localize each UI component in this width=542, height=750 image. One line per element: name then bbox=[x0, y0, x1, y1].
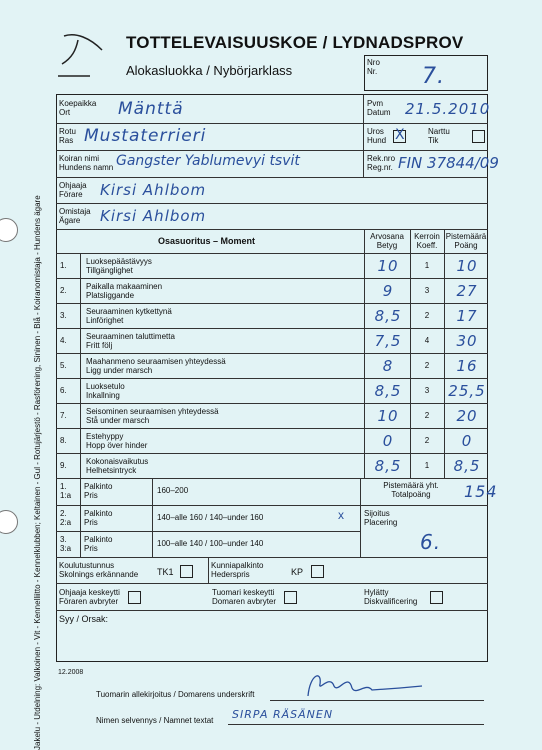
moment-number: 9. bbox=[60, 461, 67, 470]
moment-coefficient: 2 bbox=[424, 436, 430, 445]
kp-checkbox[interactable] bbox=[311, 565, 324, 578]
moment-grade: 10 bbox=[377, 257, 399, 275]
total-value: 154 bbox=[464, 482, 498, 501]
moment-coefficient: 2 bbox=[424, 311, 430, 320]
moment-coefficient: 4 bbox=[424, 336, 430, 345]
judge-signature bbox=[300, 664, 430, 702]
placing-label: Sijoitus Placering bbox=[364, 509, 398, 527]
prize-sub: 3:a bbox=[60, 544, 72, 553]
prize-sub: 2:a bbox=[60, 518, 72, 527]
punch-hole-top bbox=[0, 218, 18, 242]
uros-label: Uros Hund bbox=[367, 127, 387, 145]
ohjaaja-keskeytti-checkbox[interactable] bbox=[128, 591, 141, 604]
moment-number: 7. bbox=[60, 411, 67, 420]
moment-number: 3. bbox=[60, 311, 67, 320]
distribution-side-text: Jakelu - Utdelning: Valkoinen - Vit - Kennelliitto - Kennelklubben; Keltainen - Gul - Rotujärjestö - Rasförening, Sininen - Blå - Koiranomistaja - Hundens ägare bbox=[33, 195, 42, 750]
horse-logo-icon bbox=[50, 28, 108, 86]
tuomari-keskeytti-checkbox[interactable] bbox=[284, 591, 297, 604]
rek-label: Rek.nro Reg.nr. bbox=[367, 154, 396, 172]
syy-label: Syy / Orsak: bbox=[59, 614, 109, 624]
moment-label: Paikalla makaaminen Platsliggande bbox=[86, 282, 163, 300]
form-code: 12.2008 bbox=[58, 669, 84, 676]
moment-number: 2. bbox=[60, 286, 67, 295]
nro-label-fi: Nro bbox=[367, 58, 380, 67]
moment-grade: 8,5 bbox=[374, 457, 402, 475]
moment-points: 17 bbox=[456, 307, 478, 325]
moment-label: Estehyppy Hopp över hinder bbox=[86, 432, 148, 450]
rek-value: FIN 37844/09 bbox=[398, 154, 499, 172]
ohjaaja-label: Ohjaaja Förare bbox=[59, 181, 87, 199]
moment-label: Seuraaminen taluttimetta Fritt följ bbox=[86, 332, 175, 350]
prize-range: 140–alle 160 / 140–under 160 bbox=[157, 513, 264, 522]
moment-points: 20 bbox=[456, 407, 478, 425]
prize-label-fi: Palkinto bbox=[84, 535, 113, 544]
ohjaaja-keskeytti-label: Ohjaaja keskeytti Föraren avbryter bbox=[59, 588, 120, 606]
prize-label-sv: Pris bbox=[84, 518, 98, 527]
nro-label-sv: Nr. bbox=[367, 67, 378, 76]
nro-value: 7. bbox=[422, 64, 445, 89]
arvosana-header: Arvosana Betyg bbox=[370, 232, 404, 250]
pvm-label: Pvm Datum bbox=[367, 99, 391, 117]
koepaikka-value: Mänttä bbox=[118, 99, 184, 119]
moment-label: Maahanmeno seuraamisen yhteydessä Ligg under marsch bbox=[86, 357, 226, 375]
moment-grade: 8,5 bbox=[374, 307, 402, 325]
moment-label: Seisominen seuraamisen yhteydessä Stå under marsch bbox=[86, 407, 219, 425]
prize-number: 1. bbox=[60, 482, 67, 491]
hylatty-label: Hylätty Diskvalificering bbox=[364, 588, 418, 606]
moment-points: 30 bbox=[456, 332, 478, 350]
rotu-label: Rotu Ras bbox=[59, 127, 76, 145]
narttu-label: Narttu Tik bbox=[428, 127, 450, 145]
judge-name-label: Nimen selvennys / Namnet textat bbox=[96, 716, 214, 725]
placing-value: 6. bbox=[420, 530, 442, 554]
moment-coefficient: 3 bbox=[424, 386, 430, 395]
moment-points: 27 bbox=[456, 282, 478, 300]
prize-label-sv: Pris bbox=[84, 491, 98, 500]
uros-check-mark: X bbox=[395, 127, 406, 143]
prize-number: 3. bbox=[60, 535, 67, 544]
prize-range: 100–alle 140 / 100–under 140 bbox=[157, 539, 264, 548]
prize-sub: 1:a bbox=[60, 491, 72, 500]
form-title: TOTTELEVAISUUSKOE / LYDNADSPROV bbox=[126, 33, 464, 52]
prize-range: 160–200 bbox=[157, 486, 189, 495]
moment-number: 1. bbox=[60, 261, 67, 270]
moment-number: 5. bbox=[60, 361, 67, 370]
hylatty-checkbox[interactable] bbox=[430, 591, 443, 604]
moment-label: Seuraaminen kytkettynä Linförighet bbox=[86, 307, 172, 325]
prize-label-fi: Palkinto bbox=[84, 482, 113, 491]
moment-points: 8,5 bbox=[453, 457, 481, 475]
moment-number: 6. bbox=[60, 386, 67, 395]
moment-points: 16 bbox=[456, 357, 478, 375]
prize-label-fi: Palkinto bbox=[84, 509, 113, 518]
total-label: Pistemäärä yht. Totalpoäng bbox=[383, 481, 439, 499]
judge-name-value: SIRPA RÄSÄNEN bbox=[232, 708, 334, 721]
koepaikka-label: Koepaikka Ort bbox=[59, 99, 97, 117]
moment-grade: 10 bbox=[377, 407, 399, 425]
moment-grade: 9 bbox=[382, 282, 394, 300]
prize-mark: x bbox=[338, 508, 344, 522]
narttu-checkbox[interactable] bbox=[472, 130, 485, 143]
moment-grade: 8 bbox=[382, 357, 394, 375]
omistaja-value: Kirsi Ahlbom bbox=[100, 207, 207, 225]
moment-number: 4. bbox=[60, 336, 67, 345]
prize-number: 2. bbox=[60, 509, 67, 518]
koulutus-label: Koulutustunnus Skolnings erkännande bbox=[59, 561, 139, 579]
judge-signature-label: Tuomarin allekirjoitus / Domarens underskrift bbox=[96, 690, 255, 699]
kp-label: KP bbox=[291, 567, 304, 577]
kunnia-label: Kunniapalkinto Hederspris bbox=[211, 561, 264, 579]
pisteet-header: Pistemäärä Poäng bbox=[445, 232, 487, 250]
moment-points: 10 bbox=[456, 257, 478, 275]
ohjaaja-value: Kirsi Ahlbom bbox=[100, 181, 207, 199]
prize-label-sv: Pris bbox=[84, 544, 98, 553]
moment-grade: 7,5 bbox=[374, 332, 402, 350]
moment-coefficient: 2 bbox=[424, 411, 430, 420]
moment-label: Kokonaisvaikutus Helhetsintryck bbox=[86, 457, 149, 475]
moment-coefficient: 3 bbox=[424, 286, 430, 295]
moment-grade: 8,5 bbox=[374, 382, 402, 400]
koiran-nimi-value: Gangster Yablumevyi tsvit bbox=[116, 153, 300, 169]
punch-hole-bottom bbox=[0, 510, 18, 534]
moment-coefficient: 1 bbox=[424, 261, 430, 270]
koiran-nimi-label: Koiran nimi Hundens namn bbox=[59, 154, 114, 172]
moment-number: 8. bbox=[60, 436, 67, 445]
tuomari-keskeytti-label: Tuomari keskeytti Domaren avbryter bbox=[212, 588, 277, 606]
tk-checkbox[interactable] bbox=[180, 565, 193, 578]
form-subtitle: Alokasluokka / Nybörjarklass bbox=[126, 63, 293, 78]
tk-label: TK1 bbox=[157, 567, 174, 577]
moment-coefficient: 1 bbox=[424, 461, 430, 470]
pvm-value: 21.5.2010 bbox=[405, 100, 491, 118]
moment-label: Luoksetulo Inkallning bbox=[86, 382, 125, 400]
rotu-value: Mustaterrieri bbox=[84, 126, 207, 146]
moment-points: 0 bbox=[461, 432, 473, 450]
moment-coefficient: 2 bbox=[424, 361, 430, 370]
moment-label: Luoksepäästävyys Tillgänglighet bbox=[86, 257, 152, 275]
moment-points: 25,5 bbox=[448, 382, 486, 400]
moment-grade: 0 bbox=[382, 432, 394, 450]
moment-header: Osasuoritus – Moment bbox=[158, 236, 256, 246]
kerroin-header: Kerroin Koeff. bbox=[414, 232, 440, 250]
omistaja-label: Omistaja Ägare bbox=[59, 207, 91, 225]
